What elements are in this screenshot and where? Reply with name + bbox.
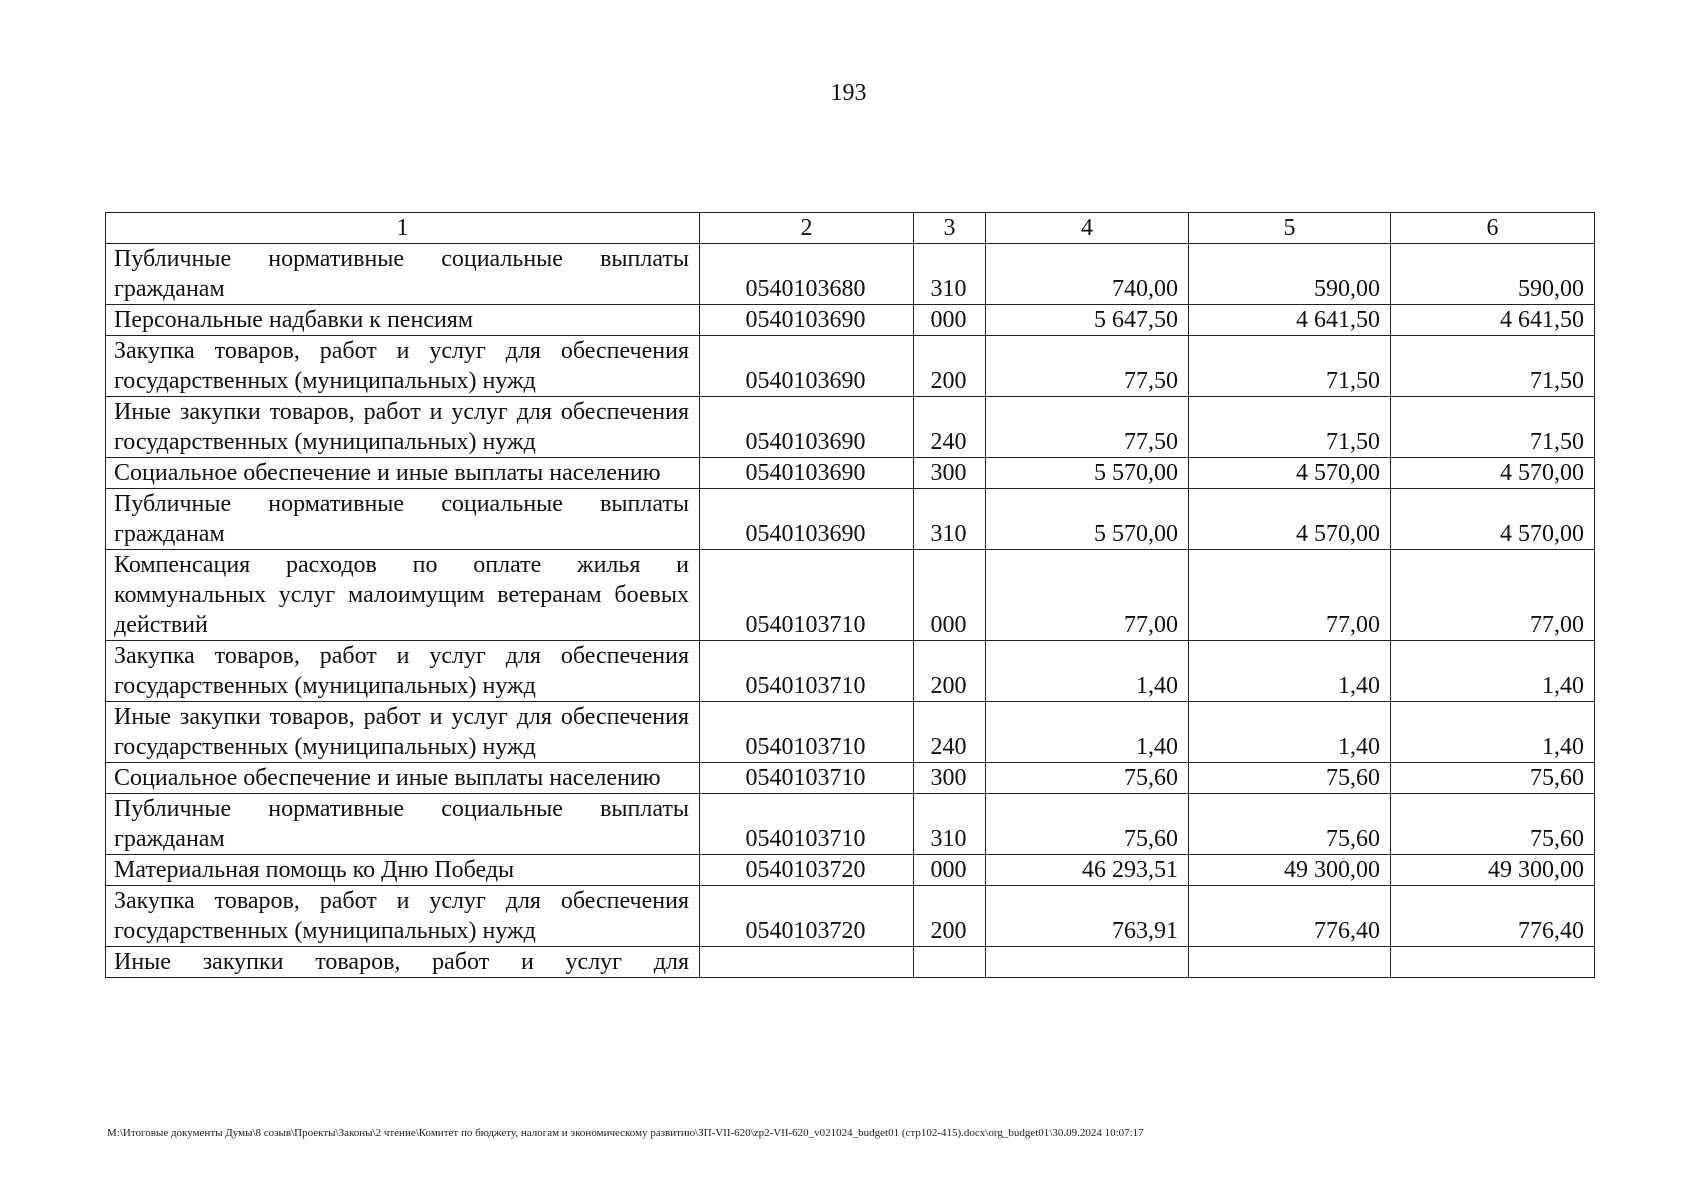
table-row xyxy=(106,763,1595,794)
table-row xyxy=(106,702,1595,763)
amount-col5: 4 641,50 xyxy=(1189,305,1391,336)
column-header: 2 xyxy=(700,213,914,244)
column-header: 5 xyxy=(1189,213,1391,244)
amount-col6: 4 570,00 xyxy=(1391,458,1595,489)
amount-col5: 71,50 xyxy=(1189,336,1391,397)
amount-col4: 1,40 xyxy=(986,702,1189,763)
amount-col5: 75,60 xyxy=(1189,794,1391,855)
expense-type: 310 xyxy=(914,794,986,855)
target-code: 0540103720 xyxy=(700,855,914,886)
expense-type: 300 xyxy=(914,763,986,794)
amount-col5: 49 300,00 xyxy=(1189,855,1391,886)
amount-col4: 75,60 xyxy=(986,794,1189,855)
table-row xyxy=(106,244,1595,305)
expense-type: 000 xyxy=(914,550,986,641)
expense-type xyxy=(914,947,986,978)
amount-col5: 1,40 xyxy=(1189,641,1391,702)
target-code: 0540103710 xyxy=(700,550,914,641)
amount-col4: 77,00 xyxy=(986,550,1189,641)
expense-type: 310 xyxy=(914,489,986,550)
target-code: 0540103690 xyxy=(700,305,914,336)
amount-col4 xyxy=(986,947,1189,978)
item-name: Социальное обеспечение и иные выплаты населению xyxy=(106,763,700,794)
column-header: 1 xyxy=(106,213,700,244)
table-row xyxy=(106,336,1595,397)
amount-col6: 4 570,00 xyxy=(1391,489,1595,550)
table-row xyxy=(106,305,1595,336)
table-row xyxy=(106,641,1595,702)
expense-type: 200 xyxy=(914,886,986,947)
amount-col6: 776,40 xyxy=(1391,886,1595,947)
amount-col4: 763,91 xyxy=(986,886,1189,947)
table-header-row xyxy=(106,213,1595,244)
column-header: 4 xyxy=(986,213,1189,244)
item-name: Публичные нормативные социальные выплаты гражданам xyxy=(106,794,700,855)
item-name: Материальная помощь ко Дню Победы xyxy=(106,855,700,886)
amount-col6 xyxy=(1391,947,1595,978)
amount-col4: 46 293,51 xyxy=(986,855,1189,886)
amount-col5: 1,40 xyxy=(1189,702,1391,763)
table-row xyxy=(106,397,1595,458)
expense-type: 300 xyxy=(914,458,986,489)
target-code xyxy=(700,947,914,978)
item-name: Иные закупки товаров, работ и услуг для xyxy=(106,947,700,978)
amount-col4: 77,50 xyxy=(986,397,1189,458)
amount-col6: 75,60 xyxy=(1391,794,1595,855)
item-name: Компенсация расходов по оплате жилья и коммунальных услуг малоимущим ветеранам боевых действий xyxy=(106,550,700,641)
column-header: 6 xyxy=(1391,213,1595,244)
expense-type: 240 xyxy=(914,702,986,763)
expense-type: 200 xyxy=(914,641,986,702)
table-row xyxy=(106,550,1595,641)
table-row xyxy=(106,794,1595,855)
amount-col4: 5 647,50 xyxy=(986,305,1189,336)
table-row xyxy=(106,489,1595,550)
table-row xyxy=(106,947,1595,978)
target-code: 0540103690 xyxy=(700,458,914,489)
target-code: 0540103710 xyxy=(700,763,914,794)
amount-col6: 77,00 xyxy=(1391,550,1595,641)
amount-col6: 4 641,50 xyxy=(1391,305,1595,336)
target-code: 0540103690 xyxy=(700,336,914,397)
item-name: Закупка товаров, работ и услуг для обеспечения государственных (муниципальных) нужд xyxy=(106,886,700,947)
target-code: 0540103690 xyxy=(700,397,914,458)
amount-col5: 590,00 xyxy=(1189,244,1391,305)
amount-col4: 5 570,00 xyxy=(986,489,1189,550)
amount-col5: 77,00 xyxy=(1189,550,1391,641)
item-name: Закупка товаров, работ и услуг для обеспечения государственных (муниципальных) нужд xyxy=(106,336,700,397)
column-header: 3 xyxy=(914,213,986,244)
item-name: Публичные нормативные социальные выплаты гражданам xyxy=(106,489,700,550)
amount-col5: 776,40 xyxy=(1189,886,1391,947)
expense-type: 000 xyxy=(914,305,986,336)
amount-col6: 71,50 xyxy=(1391,336,1595,397)
target-code: 0540103710 xyxy=(700,702,914,763)
expense-type: 200 xyxy=(914,336,986,397)
amount-col6: 1,40 xyxy=(1391,702,1595,763)
page-number: 193 xyxy=(830,80,867,106)
item-name: Иные закупки товаров, работ и услуг для обеспечения государственных (муниципальных) нужд xyxy=(106,397,700,458)
target-code: 0540103680 xyxy=(700,244,914,305)
amount-col4: 740,00 xyxy=(986,244,1189,305)
amount-col4: 1,40 xyxy=(986,641,1189,702)
table-row xyxy=(106,886,1595,947)
amount-col6: 49 300,00 xyxy=(1391,855,1595,886)
expense-type: 240 xyxy=(914,397,986,458)
amount-col5 xyxy=(1189,947,1391,978)
item-name: Публичные нормативные социальные выплаты гражданам xyxy=(106,244,700,305)
amount-col5: 71,50 xyxy=(1189,397,1391,458)
budget-table xyxy=(105,212,1595,978)
table-row xyxy=(106,855,1595,886)
amount-col4: 75,60 xyxy=(986,763,1189,794)
item-name: Иные закупки товаров, работ и услуг для обеспечения государственных (муниципальных) нужд xyxy=(106,702,700,763)
target-code: 0540103690 xyxy=(700,489,914,550)
amount-col6: 590,00 xyxy=(1391,244,1595,305)
item-name: Социальное обеспечение и иные выплаты населению xyxy=(106,458,700,489)
target-code: 0540103710 xyxy=(700,794,914,855)
target-code: 0540103710 xyxy=(700,641,914,702)
item-name: Закупка товаров, работ и услуг для обеспечения государственных (муниципальных) нужд xyxy=(106,641,700,702)
target-code: 0540103720 xyxy=(700,886,914,947)
amount-col6: 71,50 xyxy=(1391,397,1595,458)
table-row xyxy=(106,458,1595,489)
expense-type: 000 xyxy=(914,855,986,886)
item-name: Персональные надбавки к пенсиям xyxy=(106,305,700,336)
amount-col5: 75,60 xyxy=(1189,763,1391,794)
amount-col6: 1,40 xyxy=(1391,641,1595,702)
expense-type: 310 xyxy=(914,244,986,305)
amount-col6: 75,60 xyxy=(1391,763,1595,794)
file-path-footer: М:\Итоговые документы Думы\8 созыв\Проекты\Законы\2 чтение\Комитет по бюджету, налогам и экономическому развитию\ЗП-VII-620\zp2-VII-620_v021024_budget01 (стр102-415).docx\org_budget01\30.09.2024 10:07:17 xyxy=(107,1127,1144,1139)
amount-col4: 77,50 xyxy=(986,336,1189,397)
amount-col5: 4 570,00 xyxy=(1189,489,1391,550)
amount-col5: 4 570,00 xyxy=(1189,458,1391,489)
amount-col4: 5 570,00 xyxy=(986,458,1189,489)
